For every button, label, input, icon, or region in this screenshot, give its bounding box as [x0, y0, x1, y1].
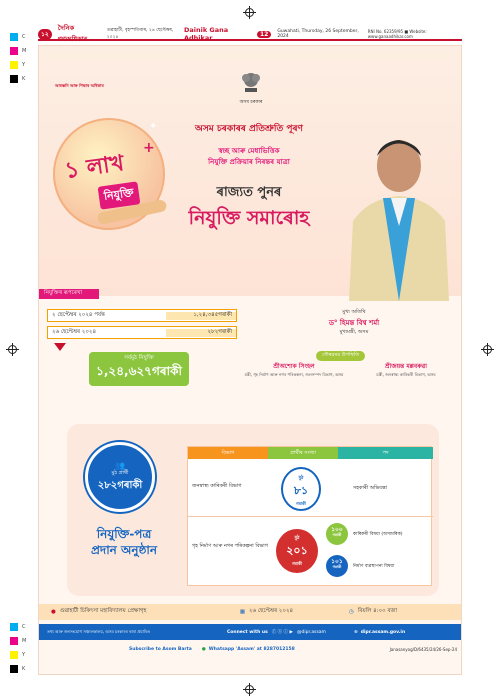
row-post: কাৰিকৰী বিষয়া (অসামৰিক): [353, 532, 403, 537]
count-row: [47, 309, 237, 322]
guest-title: মন্ত্ৰী, গৃহ নিৰ্মাণ আৰু নগৰ পৰিকল্পনা, জলসম্পদ বিভাগ, অসম: [244, 372, 344, 377]
subscribe-bar: [39, 642, 462, 656]
swatch-label: M: [22, 48, 27, 54]
chief-minister-photo: [339, 126, 457, 301]
title-line-1: ৰাজ্যত পুনৰ: [216, 185, 282, 200]
arrow-down-icon: [54, 343, 66, 351]
row-count-circle: [281, 467, 321, 511]
ceremony-line-2: প্ৰদান অনুষ্ঠান: [90, 543, 158, 558]
chief-guest: [259, 309, 449, 337]
title-line-2: নিযুক্তি সমাৰোহ: [188, 207, 310, 229]
swatch-k: [10, 665, 18, 673]
niyukti-badge: নিযুক্তি: [98, 181, 141, 209]
row-count-unit: গৰাকী: [296, 501, 306, 506]
guest-1: [239, 361, 349, 379]
one-lakh-plus: +: [143, 140, 155, 156]
location-pin-icon: ●: [51, 609, 56, 615]
row-post: সহকাৰী অভিযন্তা: [353, 485, 387, 491]
count-table: [47, 309, 237, 339]
event-date: ২৬ ছেপ্টেম্বৰ ২০২৪: [249, 608, 294, 614]
col-post: পদ: [338, 447, 433, 459]
government-advertisement: [38, 45, 462, 675]
venue-text: গুৱাহাটী চিকিৎসা মহাবিদ্যালয় প্ৰেক্ষাগৃহ: [59, 608, 147, 614]
footer-bar: [39, 624, 462, 640]
row-count-label: মুঠ: [298, 476, 304, 481]
row-count-circle: [276, 529, 318, 573]
campaign-logo: [55, 84, 105, 89]
row-count-label: মুঠ: [294, 536, 300, 541]
one-lakh-text: ১ লাখ: [63, 150, 126, 185]
date-english: Guwahati, Thursday, 26 September, 2024: [277, 29, 359, 39]
chief-guest-label: মুখ্য অতিথি: [342, 309, 366, 315]
honour-guests-label: গৌৰৱময় উপস্থিতি: [316, 351, 365, 361]
count-row-label: ২৬ ছেপ্টেম্বৰ ২০২৪: [52, 328, 97, 335]
calendar-icon: ▦: [239, 609, 246, 615]
campaign-logo-text: আৰম্ভনি আৰু শিক্ষাৰ অধিকাৰ: [55, 83, 104, 88]
social-icons: ⓕ ⓧ ⓘ ▶: [271, 630, 294, 635]
overview-label: নিযুক্তিৰ ৰূপৰেখা: [39, 289, 99, 299]
total-recruits-label: মুঠ প্ৰাৰ্থী: [111, 470, 129, 476]
chief-guest-name: ড° হিমন্ত বিশ্ব শৰ্মা: [328, 319, 380, 327]
count-row-label: ২ ছেপ্টেম্বৰ ২০২৪ পৰ্যন্ত: [52, 311, 105, 318]
table-header: [188, 447, 433, 459]
page-number: 12: [257, 31, 271, 38]
col-dept: বিভাগ: [188, 447, 268, 459]
registration-mark-left: [8, 345, 17, 354]
guest-2: [351, 361, 461, 379]
ceremony-title: [69, 526, 179, 558]
swatch-label: Y: [22, 652, 26, 658]
swatch-label: K: [22, 666, 26, 672]
connect-label: Connect with us: [227, 629, 268, 635]
total-value: ১,২৪,৬২৭গৰাকী: [96, 364, 182, 378]
total-recruits-value: ২৮২গৰাকী: [97, 480, 143, 491]
date-assamese: গুৱাহাটী, বৃহস্পতিবাৰ, ২৬ ছেপ্টেম্বৰ, ২০২৪: [106, 28, 174, 40]
table-row: [188, 521, 433, 585]
registration-mark-bottom: [245, 685, 254, 694]
page-number-left: ১২: [38, 29, 52, 40]
post-count-circle: [326, 555, 348, 577]
state-emblem-icon: [236, 68, 266, 98]
col-count: প্ৰাৰ্থীৰ সংখ্যা: [268, 447, 338, 459]
swatch-m: [10, 637, 18, 645]
row-dept: জনস্বাস্থ্য কাৰিকৰী বিভাগ: [192, 483, 242, 489]
guest-title: মন্ত্ৰী, জনস্বাস্থ্য কাৰিকৰী বিভাগ, অসম: [376, 372, 436, 377]
row-post: নিৰ্মাণ ব্যৱস্থাপনা বিষয়া: [353, 564, 395, 569]
ceremony-line-1: নিযুক্তি-পত্ৰ: [96, 527, 152, 541]
recruitment-table: [187, 446, 432, 586]
whatsapp-text: Whatsapp 'Assam' at 8287012158: [208, 646, 295, 652]
people-icon: 👥: [115, 461, 125, 470]
swatch-y: [10, 61, 18, 69]
swatch-label: C: [22, 34, 26, 40]
ad-reference: Janasanyog/D/6435/24/26-Sep-24: [389, 646, 457, 652]
row-count-unit: গৰাকী: [292, 561, 302, 566]
social-handle: @dipr.assam: [297, 629, 326, 635]
swatch-c: [10, 623, 18, 631]
swatch-y: [10, 651, 18, 659]
total-appointments-box: [89, 352, 189, 386]
swatch-m: [10, 47, 18, 55]
post-count-unit: গৰাকী: [332, 564, 342, 569]
paper-name-assamese: দৈনিক গণঅধিকাৰ: [57, 24, 88, 43]
website-text: dipr.assam.gov.in: [360, 629, 406, 635]
count-row-value: ২৮২গৰাকী: [166, 329, 236, 337]
row-dept: গৃহ নিৰ্মাণ আৰু নগৰ পৰিকল্পনা বিভাগ: [192, 543, 268, 549]
pledge-heading: অসম চৰকাৰৰ প্ৰতিশ্ৰুতি পূৰণ: [195, 124, 303, 134]
post-count: ১০০: [331, 526, 343, 533]
count-row: [47, 326, 237, 339]
newspaper-header: [38, 24, 462, 43]
subscribe-text: Subscribe to Asom Barta: [129, 646, 192, 652]
globe-icon: ⊕: [353, 629, 358, 635]
post-count-unit: গৰাকী: [332, 532, 342, 537]
rni-website: RNI No. 62359/95 ■ Website: www.ganaadhikar.com: [367, 29, 427, 39]
swatch-label: Y: [22, 62, 26, 68]
emblem-caption: অসম চৰকাৰ: [239, 100, 263, 105]
whatsapp-icon: ●: [201, 646, 206, 652]
guest-name: শ্ৰীঅশোক সিংহল: [273, 363, 315, 370]
event-bar: [39, 604, 462, 620]
swatch-c: [10, 33, 18, 41]
registration-mark-right: [483, 345, 492, 354]
count-row-value: ১,২৪,৩৪৫গৰাকী: [166, 312, 236, 320]
chief-guest-title: মুখ্যমন্ত্ৰী, অসম: [339, 329, 369, 335]
guest-name: শ্ৰীজয়ন্ত মল্লবৰুৱা: [384, 363, 428, 370]
row-count: ২০১: [286, 544, 308, 557]
swatch-label: K: [22, 76, 26, 82]
post-count-circle: [326, 523, 348, 545]
swatch-label: C: [22, 624, 26, 630]
registration-mark-top: [245, 8, 254, 17]
table-row: [188, 461, 433, 517]
brand-name: Dainik Gana Adhikar: [183, 26, 229, 42]
honour-guests-header: [316, 341, 365, 361]
post-count: ১০১: [331, 558, 343, 565]
clock-icon: ◷: [349, 609, 354, 615]
issuer-text: তথ্য আৰু জনসংযোগ সঞ্চালকালয়, অসম চৰকাৰৰ দ্বাৰা প্ৰচাৰিত: [47, 628, 151, 634]
sparkle-icon: ✦: [149, 121, 158, 132]
total-label: সৰ্বমুঠ নিযুক্তি: [124, 355, 154, 361]
tagline-1: স্বচ্ছ আৰু মেধাভিত্তিক: [218, 147, 280, 155]
swatch-label: M: [22, 638, 27, 644]
row-count: ৮১: [293, 484, 309, 497]
tagline-2: নিযুক্তি প্ৰক্ৰিয়াৰ নিৰন্তৰ যাত্ৰা: [208, 158, 290, 166]
swatch-k: [10, 75, 18, 83]
event-time: বিয়লি ৪:০০ বজা: [357, 608, 398, 614]
total-recruits-circle: [85, 442, 155, 512]
